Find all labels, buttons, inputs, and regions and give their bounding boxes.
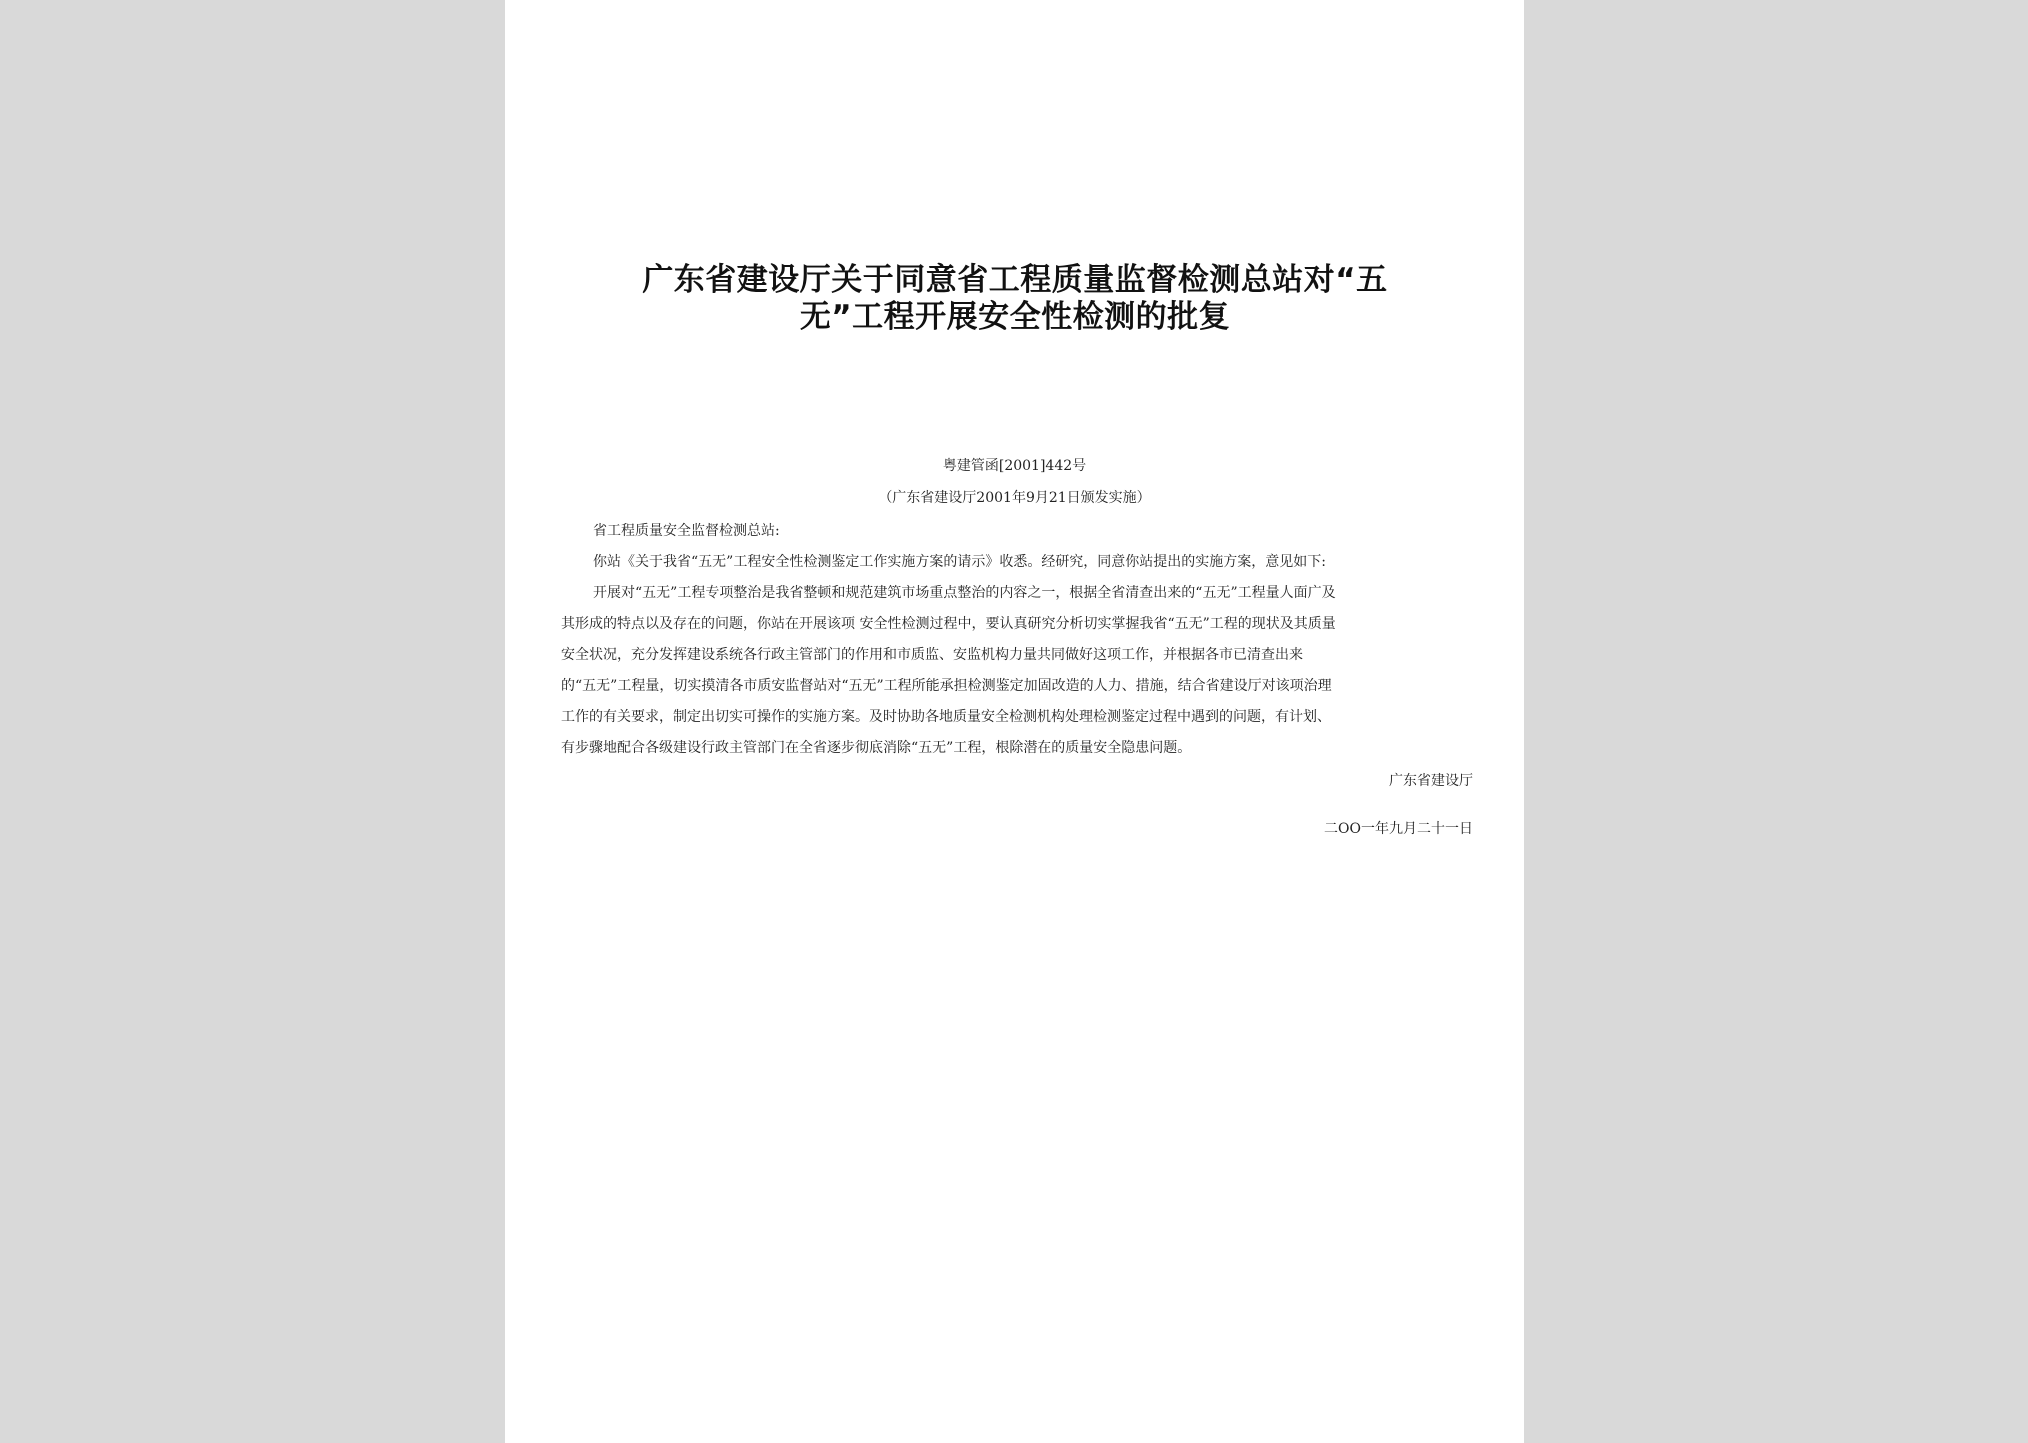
paragraph-line-7: 有步骤地配合各级建设行政主管部门在全省逐步彻底消除“五无”工程，根除潜在的质量安全隐患问题。 bbox=[561, 740, 1192, 756]
title-line-1: 广东省建设厅关于同意省工程质量监督检测总站对“五 bbox=[642, 262, 1388, 298]
title-line-2: 无”工程开展安全性检测的批复 bbox=[799, 299, 1231, 335]
paragraph-line-6: 工作的有关要求，制定出切实可操作的实施方案。及时协助各地质量安全检测机构处理检测鉴定过程中遇到的问题，有计划、 bbox=[561, 709, 1331, 725]
paragraph-line-3: 其形成的特点以及存在的问题，你站在开展该项 安全性检测过程中，要认真研究分析切实掌握我省“五无”工程的现状及其质量 bbox=[561, 616, 1336, 632]
signature-date: 二OO一年九月二十一日 bbox=[1324, 821, 1473, 837]
signature: 广东省建设厅 bbox=[1389, 773, 1473, 789]
paragraph-line-5: 的“五无”工程量，切实摸清各市质安监督站对“五无”工程所能承担检测鉴定加固改造的人力、措施，结合省建设厅对该项治理 bbox=[561, 678, 1332, 694]
paragraph-line-1: 你站《关于我省“五无”工程安全性检测鉴定工作实施方案的请示》收悉。经研究，同意你站提出的实施方案，意见如下: bbox=[593, 554, 1327, 570]
document-number: 粤建管函[2001]442号 bbox=[942, 458, 1087, 474]
addressee: 省工程质量安全监督检测总站: bbox=[593, 523, 780, 539]
paragraph-line-2: 开展对“五无”工程专项整治是我省整顿和规范建筑市场重点整治的内容之一，根据全省清查出来的“五无”工程量人面广及 bbox=[593, 585, 1336, 601]
issue-note: （广东省建设厅2001年9月21日颁发实施） bbox=[878, 490, 1151, 506]
document-title bbox=[585, 262, 1445, 336]
paragraph-line-4: 安全状况，充分发挥建设系统各行政主管部门的作用和市质监、安监机构力量共同做好这项工作，并根据各市已清查出来 bbox=[561, 647, 1303, 663]
document-page bbox=[505, 0, 1524, 1443]
